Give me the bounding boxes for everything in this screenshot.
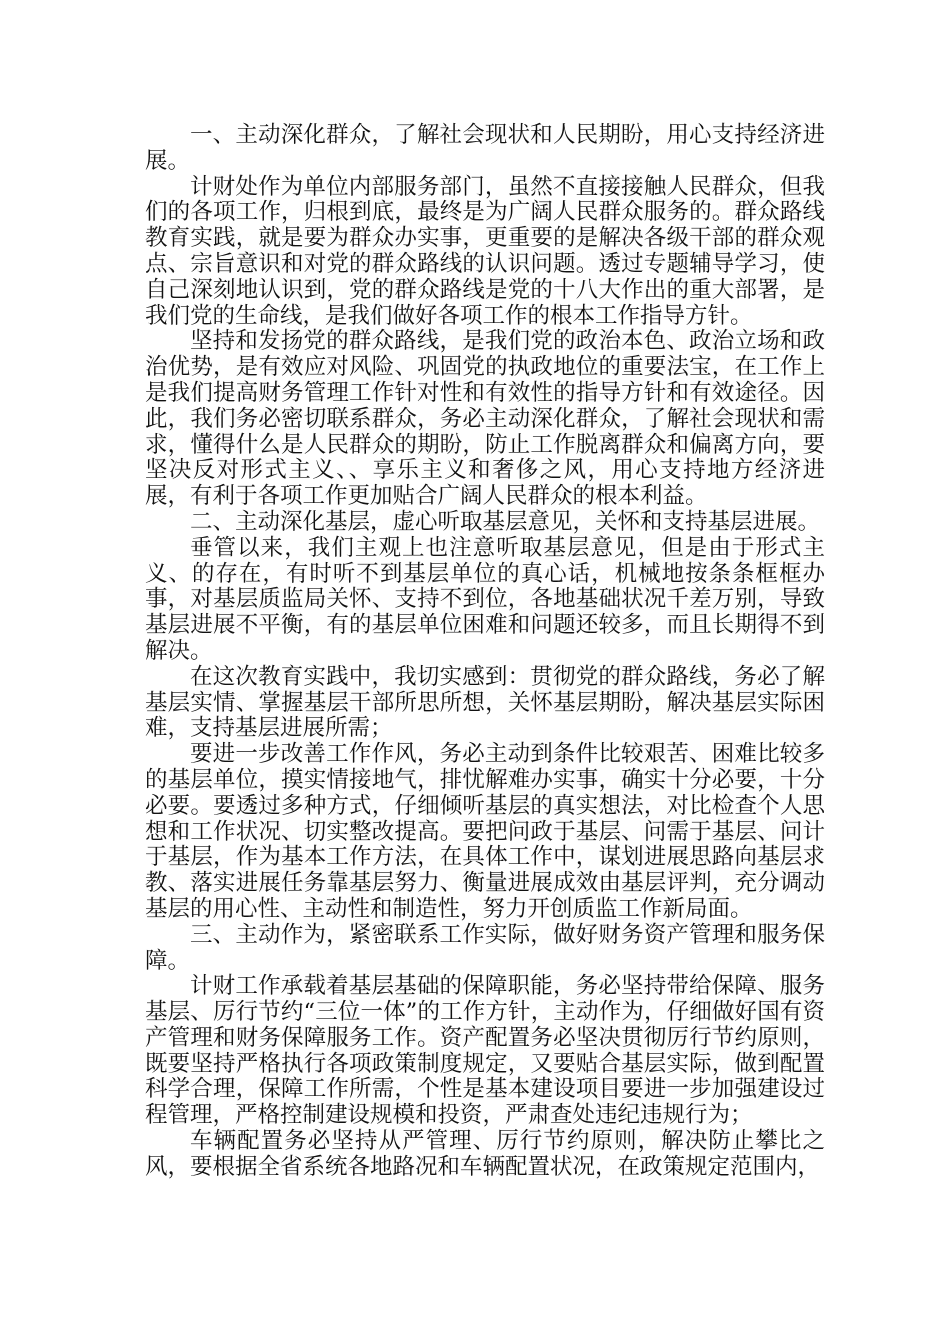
document-page xyxy=(145,123,825,1181)
body-paragraph: 要进一步改善工作作风，务必主动到条件比较艰苦、困难比较多的基层单位，摸实情接地气，排忧解难办实事，确实十分必要，十分必要。要透过多种方式，仔细倾听基层的真实想法，对比检查个人思想和工作状况、切实整改提高。要把问政于基层、问需于基层、问计于基层，作为基本工作方法，在具体工作中，谋划进展思路向基层求教、落实进展任务靠基层努力、衡量进展成效由基层评判，充分调动基层的用心性、主动性和制造性，努力开创质监工作新局面。 xyxy=(145,741,825,922)
body-paragraph: 计财工作承载着基层基础的保障职能，务必坚持带给保障、服务基层、厉行节约“三位一体”的工作方针，主动作为，仔细做好国有资产管理和财务保障服务工作。资产配置务必坚决贯彻厉行节约原则，既要坚持严格执行各项政策制度规定，又要贴合基层实际，做到配置科学合理，保障工作所需，个性是基本建设项目要进一步加强建设过程管理，严格控制建设规模和投资，严肃查处违纪违规行为； xyxy=(145,973,825,1129)
body-paragraph: 垂管以来，我们主观上也注意听取基层意见，但是由于形式主义、的存在，有时听不到基层单位的真心话，机械地按条条框框办事，对基层质监局关怀、支持不到位，各地基础状况千差万别，导致基层进展不平衡，有的基层单位困难和问题还较多，而且长期得不到解决。 xyxy=(145,534,825,664)
body-paragraph: 车辆配置务必坚持从严管理、厉行节约原则，解决防止攀比之风，要根据全省系统各地路况和车辆配置状况，在政策规定范围内， xyxy=(145,1128,825,1180)
section-heading-2: 二、主动深化基层，虚心听取基层意见，关怀和支持基层进展。 xyxy=(190,508,821,535)
body-paragraph: 计财处作为单位内部服务部门，虽然不直接接触人民群众，但我们的各项工作，归根到底，最终是为广阔人民群众服务的。群众路线教育实践，就是要为群众办实事，更重要的是解决各级干部的群众观点、宗旨意识和对党的群众路线的认识问题。透过专题辅导学习，使自己深刻地认识到，党的群众路线是党的十八大作出的重大部署，是我们党的生命线，是我们做好各项工作的根本工作指导方针。 xyxy=(145,173,825,329)
body-paragraph: 在这次教育实践中，我切实感到：贯彻党的群众路线，务必了解基层实情、掌握基层干部所思所想，关怀基层期盼，解决基层实际困难，支持基层进展所需； xyxy=(145,663,825,742)
body-paragraph: 坚持和发扬党的群众路线，是我们党的政治本色、政治立场和政治优势，是有效应对风险、巩固党的执政地位的重要法宝，在工作上是我们提高财务管理工作针对性和有效性的指导方针和有效途径。因此，我们务必密切联系群众，务必主动深化群众，了解社会现状和需求，懂得什么是人民群众的期盼，防止工作脱离群众和偏离方向，要坚决反对形式主义、、享乐主义和奢侈之风，用心支持地方经济进展，有利于各项工作更加贴合广阔人民群众的根本利益。 xyxy=(145,328,825,510)
section-heading-1: 一、主动深化群众，了解社会现状和人民期盼，用心支持经济进展。 xyxy=(145,122,825,174)
section-heading-3: 三、主动作为，紧密联系工作实际，做好财务资产管理和服务保障。 xyxy=(145,921,825,974)
